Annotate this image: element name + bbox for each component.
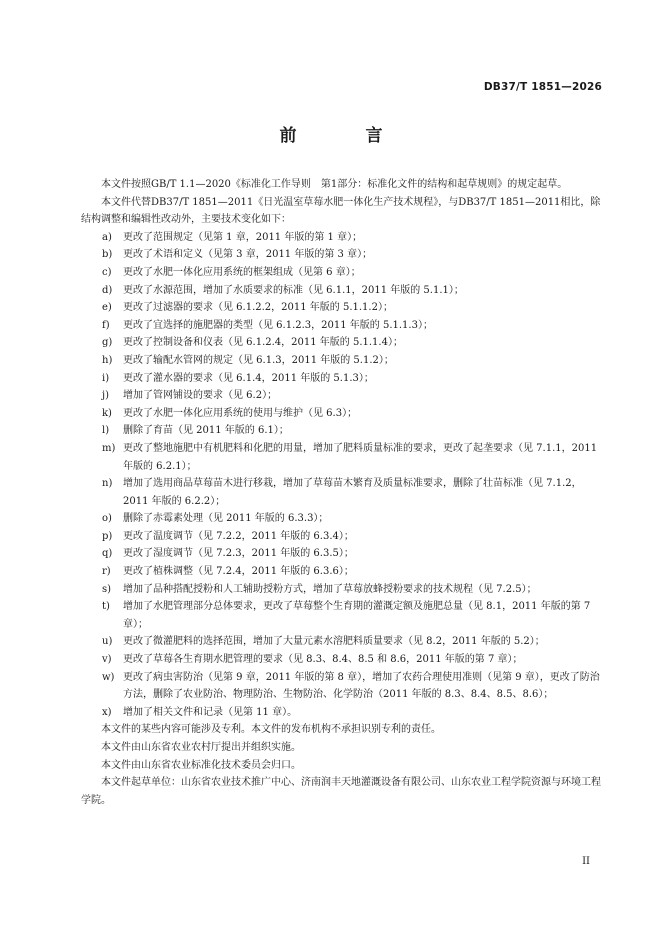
change-list-item	[81, 317, 603, 335]
change-list-item	[81, 264, 603, 282]
change-list-item	[81, 405, 603, 423]
change-item-label: s)	[102, 583, 112, 595]
change-item-text: 删除了赤霉素处理（见 2011 年版的 6.3.3）；	[123, 513, 329, 525]
change-list-item	[81, 475, 603, 510]
change-item-text: 更改了水源范围，增加了水质要求的标准（见 6.1.1，2011 年版的 5.1.1）；	[123, 284, 464, 296]
paragraph-drafting-units: 本文件起草单位：山东省农业技术推广中心、济南润丰天地灌溉设备有限公司、山东农业工程学院资源与环境工程学院。	[81, 777, 601, 806]
change-item-text: 更改了温度调节（见 7.2.2，2011 年版的 6.3.4）；	[123, 530, 354, 542]
change-item-text: 更改了整地施肥中有机肥料和化肥的用量，增加了肥料质量标准的要求，更改了起垄要求（见 7.1.1，2011 年版的 6.2.1）；	[123, 442, 598, 472]
change-item-label: a)	[102, 231, 112, 243]
change-item-label: h)	[102, 354, 113, 366]
change-list-item	[81, 334, 603, 352]
change-item-label: p)	[102, 530, 113, 542]
change-item-label: o)	[102, 513, 112, 525]
change-item-text: 更改了湿度调节（见 7.2.3，2011 年版的 6.3.5）；	[123, 548, 354, 560]
change-item-label: v)	[102, 654, 112, 666]
change-list-item	[81, 704, 603, 722]
change-item-text: 更改了控制设备和仪表（见 6.1.2.4，2011 年版的 5.1.1.4）；	[123, 337, 403, 349]
paragraph-replacement-note: 本文件代替DB37/T 1851—2011《日光温室草莓水肥一体化生产技术规程》，与DB37/T 1851—2011相比，除结构调整和编辑性改动外，主要技术变化如下：	[81, 196, 601, 226]
change-list-item	[81, 598, 603, 633]
change-list-item	[81, 581, 603, 599]
change-list-item	[81, 229, 603, 247]
change-item-label: n)	[102, 478, 113, 490]
change-item-text: 更改了灌水器的要求（见 6.1.4，2011 年版的 5.1.3）；	[123, 372, 374, 384]
change-item-text: 更改了水肥一体化应用系统的使用与维护（见 6.3）；	[123, 407, 358, 419]
change-list-item	[81, 387, 603, 405]
change-list-item	[81, 246, 603, 264]
changes-list	[81, 229, 603, 722]
change-item-text: 更改了宜选择的施肥器的类型（见 6.1.2.3，2011 年版的 5.1.1.3）；	[123, 319, 433, 331]
change-item-label: q)	[102, 548, 113, 560]
foreword-body	[81, 176, 603, 809]
change-list-item	[81, 282, 603, 300]
change-item-text: 删除了育苗（见 2011 年版的 6.1）；	[123, 425, 289, 437]
change-item-text: 增加了相关文件和记录（见第 11 章）。	[123, 706, 298, 718]
change-item-text: 更改了水肥一体化应用系统的框架组成（见第 6 章）；	[123, 266, 361, 278]
change-item-text: 更改了过滤器的要求（见 6.1.2.2，2011 年版的 5.1.1.2）；	[123, 302, 393, 314]
paragraph-patent-note: 本文件的某些内容可能涉及专利。本文件的发布机构不承担识别专利的责任。	[101, 724, 441, 736]
change-item-label: t)	[102, 601, 110, 613]
change-list-item	[81, 422, 603, 440]
change-item-label: k)	[102, 407, 112, 419]
page-title: 前 言	[279, 126, 409, 146]
change-item-label: x)	[102, 706, 112, 718]
change-item-text: 增加了选用商品草莓苗木进行移栽，增加了草莓苗木繁育及质量标准要求，删除了壮苗标准（见 7.1.2，2011 年版的 6.2.2）；	[123, 478, 582, 507]
document-code: DB37/T 1851—2026	[483, 81, 602, 93]
change-list-item	[81, 370, 603, 388]
change-list-item	[81, 352, 603, 370]
change-item-label: d)	[102, 284, 113, 296]
change-item-text: 增加了管网铺设的要求（见 6.2）；	[123, 390, 278, 402]
page-number: II	[582, 856, 590, 867]
change-list-item	[81, 633, 603, 651]
change-list-item	[81, 510, 603, 528]
change-item-label: w)	[102, 671, 115, 683]
change-list-item	[81, 545, 603, 563]
change-list-item	[81, 528, 603, 546]
paragraph-committee: 本文件由山东省农业标准化技术委员会归口。	[101, 759, 301, 771]
change-item-label: b)	[102, 249, 113, 261]
change-item-label: f)	[102, 319, 110, 331]
change-item-label: i)	[102, 372, 110, 384]
change-item-label: j)	[102, 390, 110, 402]
change-item-label: e)	[102, 302, 112, 314]
change-item-text: 更改了草莓各生育期水肥管理的要求（见 8.3、8.4、8.5 和 8.6，2011 年版的第 7 章）；	[123, 654, 523, 666]
change-item-text: 更改了术语和定义（见第 3 章，2011 年版的第 3 章）；	[123, 249, 373, 261]
change-item-label: r)	[102, 566, 111, 578]
change-list-item	[81, 563, 603, 581]
change-list-item	[81, 299, 603, 317]
change-item-text: 更改了植株调整（见 7.2.4，2011 年版的 6.3.6）；	[123, 566, 354, 578]
paragraph-proposer: 本文件由山东省农业农村厅提出并组织实施。	[101, 742, 301, 753]
change-item-label: c)	[102, 266, 112, 278]
change-list-item	[81, 440, 603, 475]
change-item-text: 更改了范围规定（见第 1 章，2011 年版的第 1 章）；	[123, 231, 363, 243]
change-item-text: 更改了输配水管网的规定（见 6.1.3，2011 年版的 5.1.2）；	[123, 354, 394, 366]
change-item-text: 增加了水肥管理部分总体要求，更改了草莓整个生育期的灌溉定额及施肥总量（见 8.1，2011 年版的第 7 章）；	[123, 601, 591, 630]
change-item-text: 更改了病虫害防治（见第 9 章，2011 年版的第 8 章），增加了农药合理使用准则（见第 9 章），更改了防治方法，删除了农业防治、物理防治、生物防治、化学防治（2011 年版的 8.3、8.4、8.5、8.6）；	[123, 671, 600, 701]
change-list-item	[81, 651, 603, 669]
change-item-label: u)	[102, 636, 113, 648]
change-item-label: m)	[102, 442, 116, 454]
change-item-label: g)	[102, 337, 113, 349]
change-list-item	[81, 669, 603, 704]
change-item-text: 更改了微灌肥料的选择范围，增加了大量元素水溶肥料质量要求（见 8.2，2011 年版的 5.2）；	[123, 636, 545, 648]
paragraph-drafting-basis: 本文件按照GB/T 1.1—2020《标准化工作导则 第1部分：标准化文件的结构和起草规则》的规定起草。	[101, 179, 568, 190]
change-item-text: 增加了品种搭配授粉和人工辅助授粉方式，增加了草莓放蜂授粉要求的技术规程（见 7.2.5）；	[123, 583, 537, 595]
change-item-label: l)	[102, 425, 110, 437]
